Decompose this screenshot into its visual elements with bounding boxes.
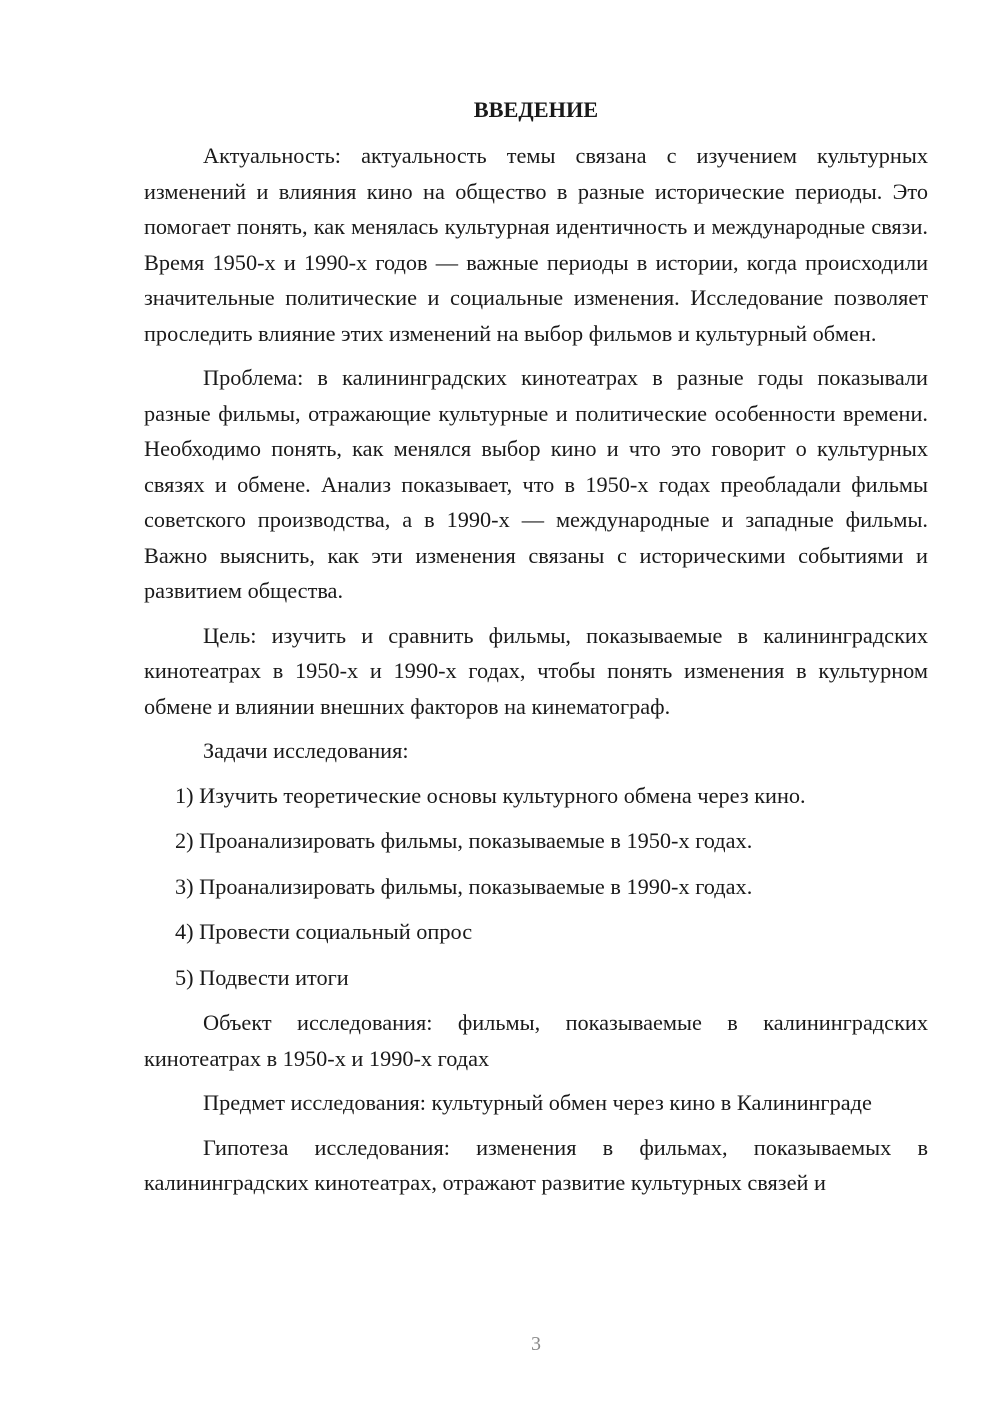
tasks-heading: Задачи исследования: [203, 738, 409, 763]
list-item: 5) Подвести итоги [175, 964, 349, 990]
list-item: 4) Провести социальный опрос [175, 919, 473, 944]
tasks-list [144, 778, 928, 996]
paragraph-object: Объект исследования: фильмы, показываемые в калининградских кинотеатрах в 1950-х и 1990-х годах [144, 1010, 928, 1071]
list-item: 1) Изучить теоретические основы культурного обмена через кино. [175, 782, 806, 808]
paragraph-subject: Предмет исследования: культурный обмен через кино в Калининграде [203, 1090, 872, 1115]
page-title: ВВЕДЕНИЕ [473, 97, 599, 122]
list-item: 2) Проанализировать фильмы, показываемые в 1950-х годах. [175, 828, 753, 853]
paragraph-problem: Проблема: в калининградских кинотеатрах в разные годы показывали разные фильмы, отражающие культурные и политические особенности времени. Необходимо понять, как менялся выбор кино и что это говорит о культурных связях и обмене. Анализ показывает, что в 1950-х годах преобладали фильмы советского производства, а в 1990-х — международные и западные фильмы. Важно выяснить, как эти изменения связаны с историческими событиями и развитием общества. [144, 365, 928, 603]
list-item: 3) Проанализировать фильмы, показываемые в 1990-х годах. [175, 873, 753, 899]
paragraph-relevance: Актуальность: актуальность темы связана с изучением культурных изменений и влияния кино на общество в разные исторические периоды. Это помогает понять, как менялась культурная идентичность и международные связи. Время 1950-х и 1990-х годов — важные периоды в истории, когда происходили значительные политические и социальные изменения. Исследование позволяет проследить влияние этих изменений на выбор фильмов и культурный обмен. [144, 143, 928, 346]
paragraph-goal: Цель: изучить и сравнить фильмы, показываемые в калининградских кинотеатрах в 1950-х и 1990-х годах, чтобы понять изменения в культурном обмене и влиянии внешних факторов на кинематограф. [144, 622, 928, 719]
paragraph-hypothesis: Гипотеза исследования: изменения в фильмах, показываемых в калининградских кинотеатрах, отражают развитие культурных связей и [144, 1134, 928, 1195]
document-page [144, 90, 928, 1210]
page-number: 3 [531, 1333, 541, 1355]
